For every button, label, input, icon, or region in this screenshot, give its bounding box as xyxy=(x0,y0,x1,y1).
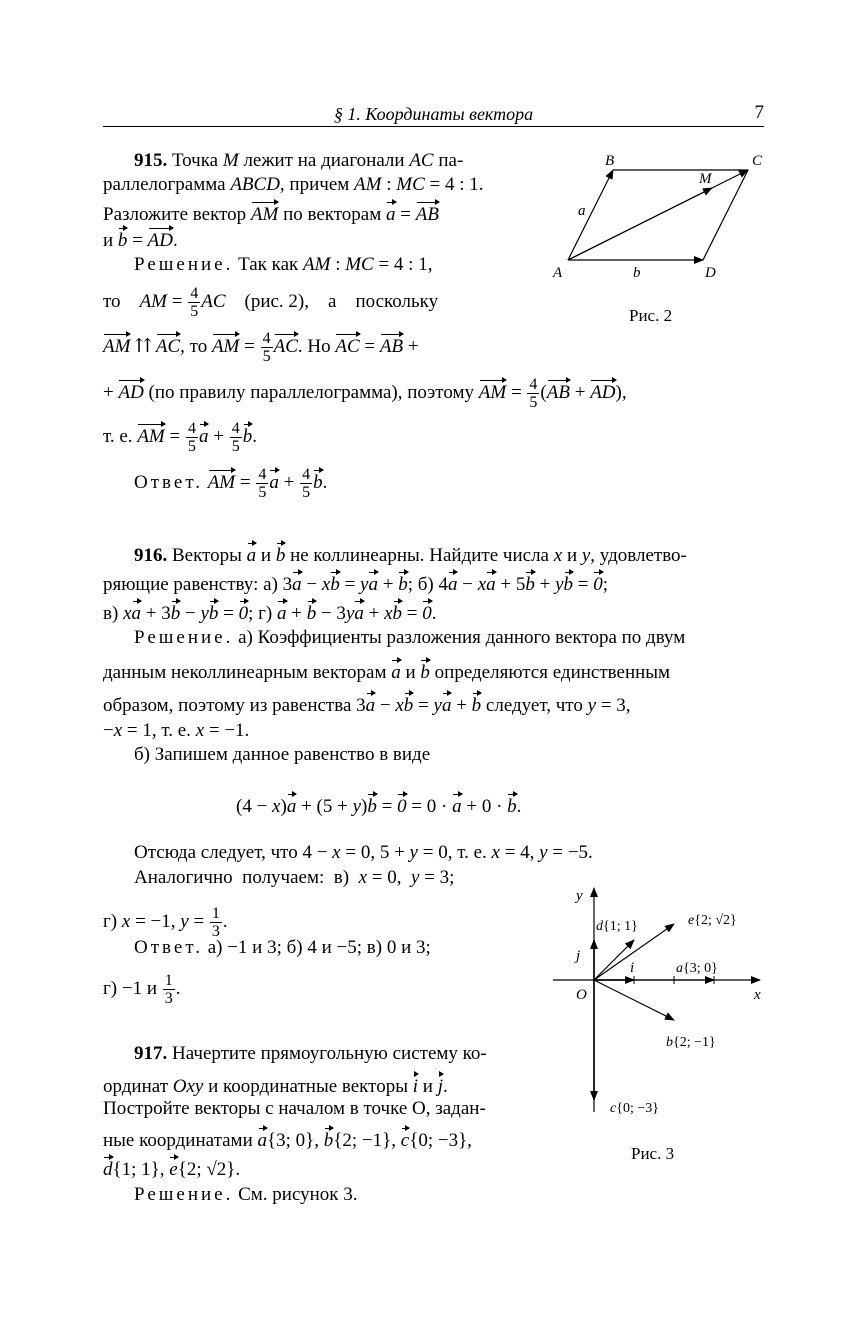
figure-3-coordinate-vectors xyxy=(548,882,773,1127)
vector-a xyxy=(568,170,613,260)
problem-917-line-1: 917. Начертите прямоугольную систему ко- xyxy=(134,1043,487,1064)
running-header xyxy=(103,100,764,127)
solution-label: Решение. xyxy=(134,254,234,275)
label-a-vertex: A xyxy=(553,265,563,281)
answer-915: Ответ. AM = $\frac{4}{5}$ a + $\frac{4}{5}$ b. xyxy=(134,466,328,501)
label-e: e{2; √2} xyxy=(688,913,737,928)
figure-2-caption: Рис. 2 xyxy=(629,306,673,325)
solution-915-line-5: т. е. AM = $\frac{4}{5}$ a + $\frac{4}{5}$ b. xyxy=(103,420,257,455)
problem-number: 916. xyxy=(134,545,168,566)
vector-am xyxy=(568,188,712,260)
label-b: b{2; −1} xyxy=(666,1035,716,1050)
label-b-vector: b xyxy=(633,265,641,281)
label-a-vector: a xyxy=(578,203,586,219)
problem-916-line-3: в) xa + 3b − yb = 0; г) a + b − 3ya + xb = 0. xyxy=(103,599,437,625)
problem-number: 915. xyxy=(134,150,168,171)
problem-916-line-1: 916. Векторы a и b не коллинеарны. Найдите числа x и y, удовлетво- xyxy=(134,541,687,567)
problem-917-line-4: ные координатами a{3; 0}, b{2; −1}, c{0; −3}, xyxy=(103,1126,472,1152)
solution-label: Решение. xyxy=(134,1184,234,1205)
label-b-vertex: B xyxy=(605,153,615,169)
problem-915-line-4: и b = AD. xyxy=(103,226,178,252)
solution-916-line-8: г) x = −1, y = $\frac{1}{3}$ . xyxy=(103,905,228,940)
label-d-vertex: D xyxy=(705,265,716,281)
problem-915-line-3: Разложите вектор AM по векторам a = AB xyxy=(103,200,439,226)
solution-915-line-4: + AD (по правилу параллелограмма), поэтому AM = $\frac{4}{5}$ (AB + AD), xyxy=(103,376,627,411)
solution-916-line-2: данным неколлинеарным векторам a и b определяются единственным xyxy=(103,658,670,684)
label-c: c{0; −3} xyxy=(610,1101,659,1116)
label-m-point: M xyxy=(699,171,712,187)
label-a: a{3; 0} xyxy=(676,961,718,976)
solution-917: Решение. См. рисунок 3. xyxy=(134,1184,358,1205)
label-y-axis: y xyxy=(576,888,583,904)
answer-916-line-2: г) −1 и $\frac{1}{3}$ . xyxy=(103,972,181,1007)
label-d: d{1; 1} xyxy=(596,919,638,934)
page-number: 7 xyxy=(754,102,764,123)
problem-915-line-2: раллелограмма ABCD, причем AM : MC = 4 : 1. xyxy=(103,174,484,195)
label-i: i xyxy=(630,960,635,976)
figure-2-parallelogram xyxy=(545,145,770,290)
figure-3-caption: Рис. 3 xyxy=(631,1144,675,1163)
label-j: j xyxy=(576,948,581,964)
solution-915-line-2: то AM = $\frac{4}{5}$ AC (рис. 2), а поскольку xyxy=(103,285,439,320)
label-origin: O xyxy=(576,987,587,1003)
display-equation: (4 − x)a + (5 + y)b = 0 = 0 · a + 0 · b. xyxy=(236,792,521,818)
solution-916-line-1: Решение. а) Коэффициенты разложения данного вектора по двум xyxy=(134,627,686,648)
section-title: § 1. Координаты вектора xyxy=(333,104,534,124)
solution-label: Решение. xyxy=(134,627,234,648)
solution-916-line-6: Отсюда следует, что 4 − x = 0, 5 + y = 0, т. е. x = 4, y = −5. xyxy=(134,842,593,863)
solution-915-line-1: Решение. Так как AM : MC = 4 : 1, xyxy=(134,254,433,275)
solution-915-line-3: AM ⇈ AC, то AM = $\frac{4}{5}$ AC. Но AC = AB + xyxy=(103,330,419,365)
answer-label: Ответ. xyxy=(134,471,203,493)
problem-917-line-3: Постройте векторы с началом в точке O, задан- xyxy=(103,1098,486,1119)
label-x-axis: x xyxy=(754,987,761,1003)
answer-label: Ответ. xyxy=(134,937,203,958)
problem-number: 917. xyxy=(134,1043,168,1064)
problem-915-line-1: 915. Точка M лежит на диагонали AC па- xyxy=(134,150,464,171)
problem-917-line-5: d{1; 1}, e{2; √2}. xyxy=(103,1155,240,1181)
problem-917-line-2: ординат Oxy и координатные векторы i и j. xyxy=(103,1072,448,1098)
solution-916-line-3: образом, поэтому из равенства 3a − xb = ya + b следует, что y = 3, xyxy=(103,691,631,717)
solution-916-line-5: б) Запишем данное равенство в виде xyxy=(134,744,431,765)
problem-916-line-2: ряющие равенству: а) 3a − xb = ya + b; б) 4a − xa + 5b + yb = 0; xyxy=(103,570,608,596)
label-c-vertex: C xyxy=(752,153,763,169)
vector-b xyxy=(594,980,674,1020)
vector-d xyxy=(594,940,634,980)
solution-916-line-7: Аналогично получаем: в) x = 0, y = 3; xyxy=(134,867,455,888)
solution-916-line-4: −x = 1, т. е. x = −1. xyxy=(103,720,250,741)
answer-916-line-1: Ответ. а) −1 и 3; б) 4 и −5; в) 0 и 3; xyxy=(134,937,431,958)
